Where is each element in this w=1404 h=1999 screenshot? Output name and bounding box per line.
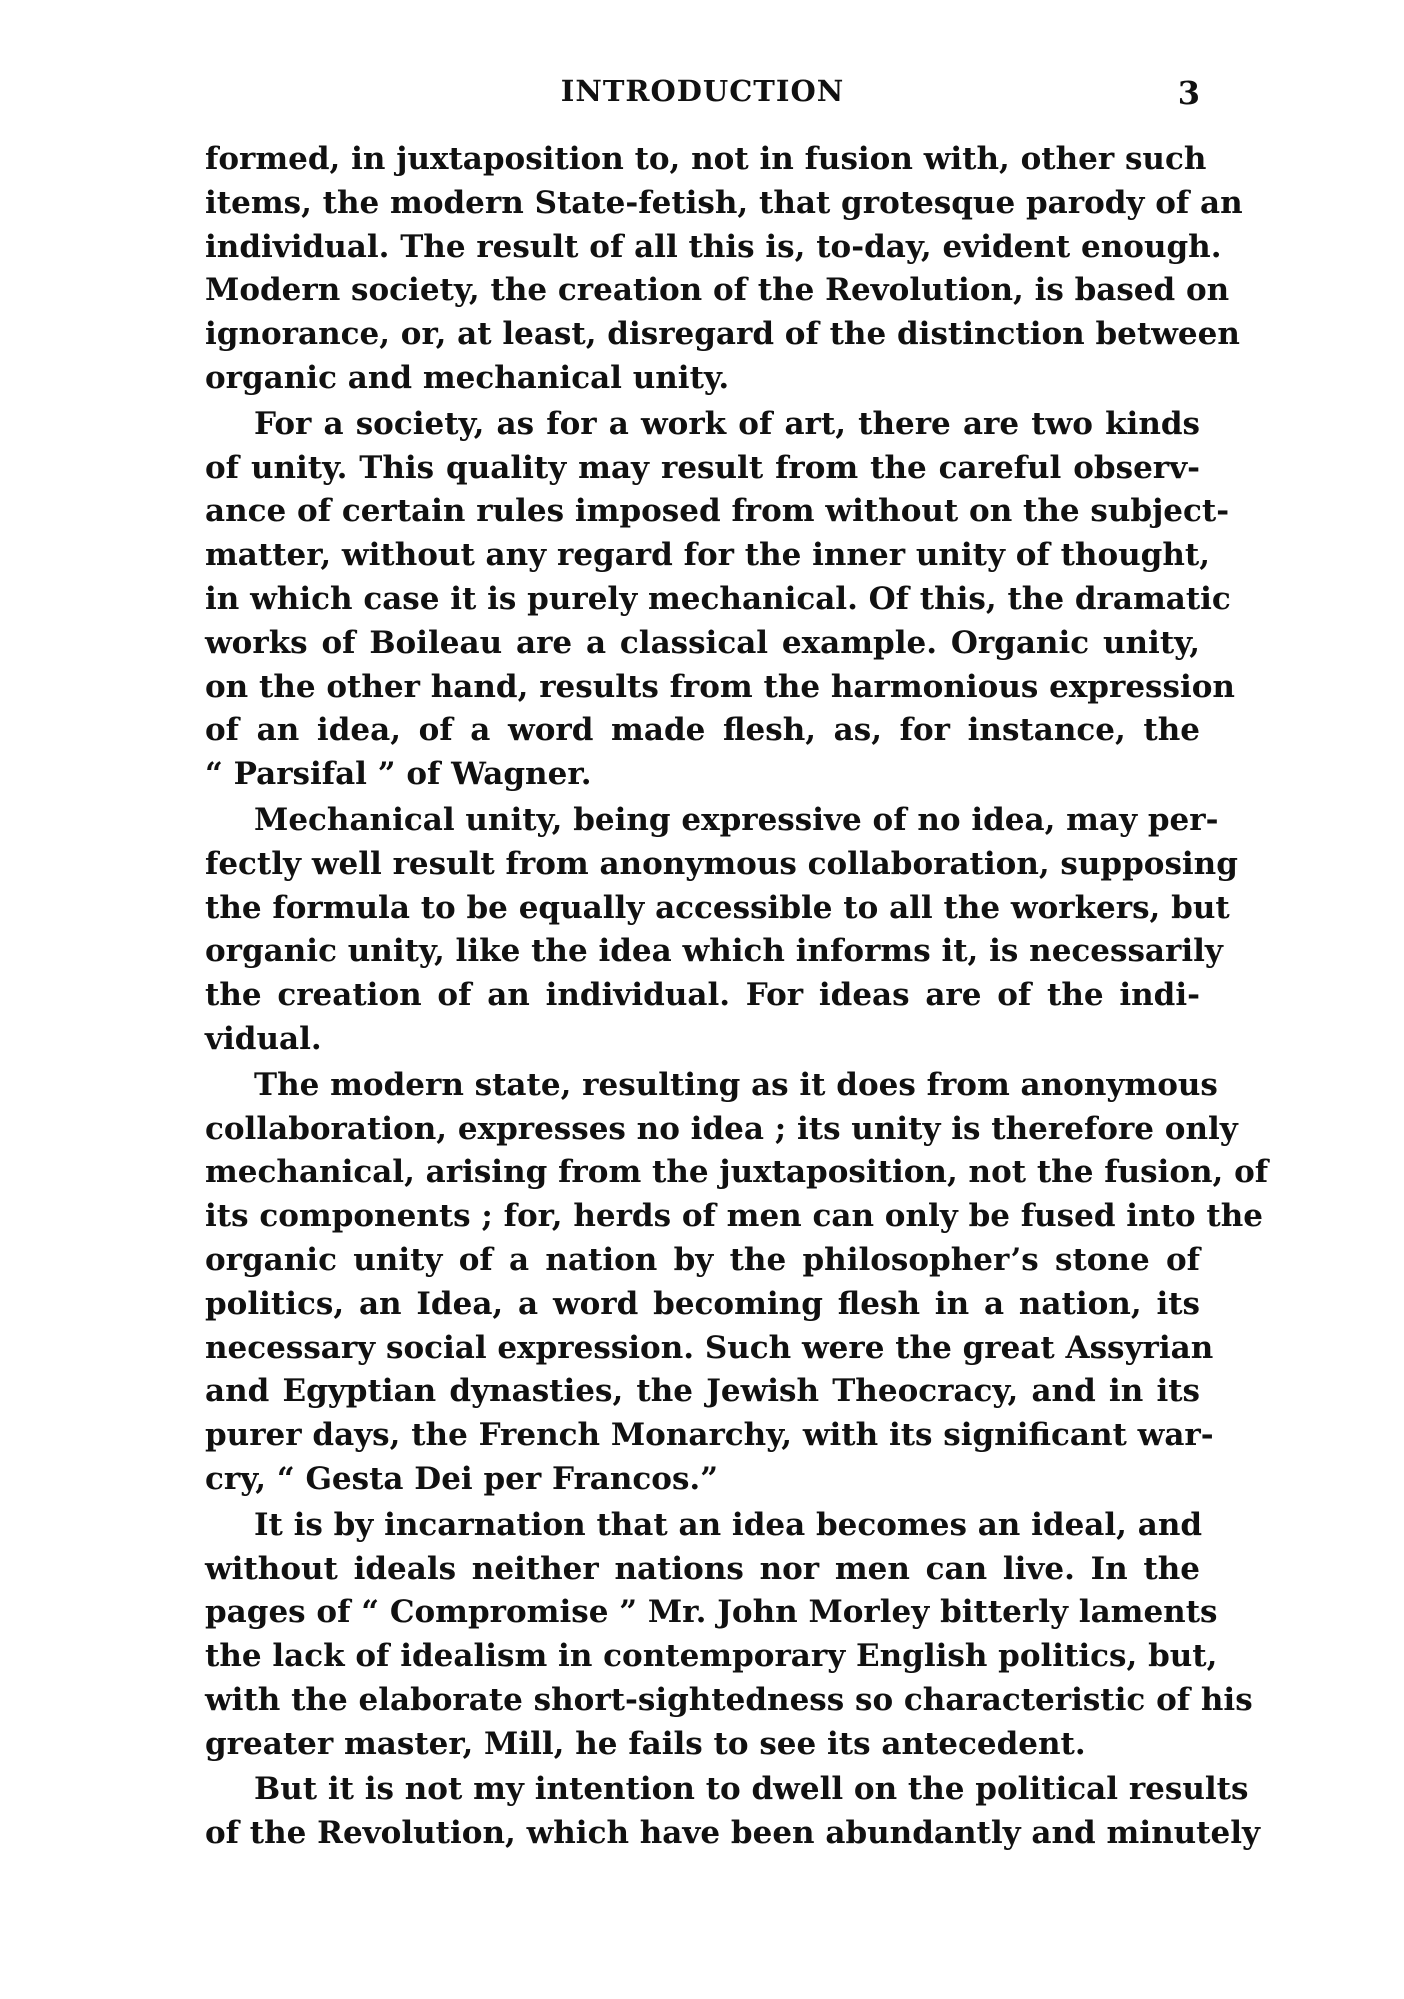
text-line: It is by incarnation that an idea becomes an ideal, and	[254, 1506, 1203, 1543]
text-line: matter, without any regard for the inner unity of thought,	[205, 537, 1211, 574]
text-line: on the other hand, results from the harmonious expression	[205, 668, 1235, 705]
text-line: the creation of an individual. For ideas are of the indi-	[205, 977, 1200, 1014]
text-line: collaboration, expresses no idea ; its unity is therefore only	[205, 1110, 1238, 1147]
text-line: its components ; for, herds of men can only be fused into the	[205, 1198, 1263, 1235]
page-number: 3	[1177, 74, 1200, 112]
text-line: of an idea, of a word made flesh, as, for instance, the	[205, 712, 1200, 749]
running-title: INTRODUCTION	[560, 74, 845, 108]
text-line: and Egyptian dynasties, the Jewish Theocracy, and in its	[205, 1373, 1200, 1410]
text-line: ance of certain rules imposed from without on the subject-	[205, 493, 1230, 530]
text-line: ignorance, or, at least, disregard of the distinction between	[205, 316, 1240, 353]
text-line: vidual.	[205, 1020, 322, 1057]
text-line: fectly well result from anonymous collaboration, supposing	[205, 845, 1238, 882]
text-line: “ Parsifal ” of Wagner.	[205, 756, 592, 793]
paragraph	[205, 403, 1235, 797]
text-line: works of Boileau are a classical example. Organic unity,	[205, 624, 1200, 661]
text-line: individual. The result of all this is, to-day, evident enough.	[205, 228, 1222, 265]
text-line: For a society, as for a work of art, there are two kinds	[254, 405, 1200, 442]
paragraph	[205, 1064, 1269, 1502]
text-line: formed, in juxtaposition to, not in fusion with, other such	[205, 141, 1207, 177]
text-line: of the Revolution, which have been abundantly and minutely	[205, 1815, 1260, 1852]
text-line: pages of “ Compromise ” Mr. John Morley bitterly laments	[205, 1594, 1218, 1631]
text-line: necessary social expression. Such were the great Assyrian	[205, 1329, 1214, 1366]
text-line: mechanical, arising from the juxtaposition, not the fusion, of	[205, 1154, 1269, 1191]
paragraph	[205, 1768, 1260, 1856]
body-text	[205, 138, 1269, 1856]
text-line: of unity. This quality may result from the careful observ-	[205, 449, 1200, 486]
text-line: without ideals neither nations nor men can live. In the	[205, 1550, 1200, 1587]
text-line: organic unity, like the idea which informs it, is necessarily	[205, 933, 1223, 970]
paragraph	[205, 138, 1243, 401]
running-head	[205, 70, 1200, 112]
text-line: cry, “ Gesta Dei per Francos.”	[205, 1460, 719, 1497]
text-line: in which case it is purely mechanical. Of this, the dramatic	[205, 580, 1231, 617]
text-line: Mechanical unity, being expressive of no idea, may per-	[254, 801, 1219, 838]
paragraph	[205, 1504, 1253, 1767]
text-line: Modern society, the creation of the Revolution, is based on	[205, 272, 1230, 309]
text-line: purer days, the French Monarchy, with its significant war-	[205, 1417, 1214, 1454]
text-line: the formula to be equally accessible to all the workers, but	[205, 889, 1230, 926]
text-line: items, the modern State-fetish, that grotesque parody of an	[205, 184, 1243, 221]
text-line: greater master, Mill, he fails to see its antecedent.	[205, 1725, 1086, 1762]
text-line: organic unity of a nation by the philosopher’s stone of	[205, 1241, 1200, 1278]
text-line: politics, an Idea, a word becoming flesh in a nation, its	[205, 1285, 1200, 1322]
text-line: the lack of idealism in contemporary English politics, but,	[205, 1638, 1218, 1675]
text-line: The modern state, resulting as it does from anonymous	[254, 1066, 1218, 1103]
text-line: But it is not my intention to dwell on the political results	[254, 1771, 1249, 1808]
text-line: with the elaborate short-sightedness so characteristic of his	[205, 1681, 1253, 1718]
text-line: organic and mechanical unity.	[205, 359, 730, 396]
paragraph	[205, 799, 1238, 1062]
